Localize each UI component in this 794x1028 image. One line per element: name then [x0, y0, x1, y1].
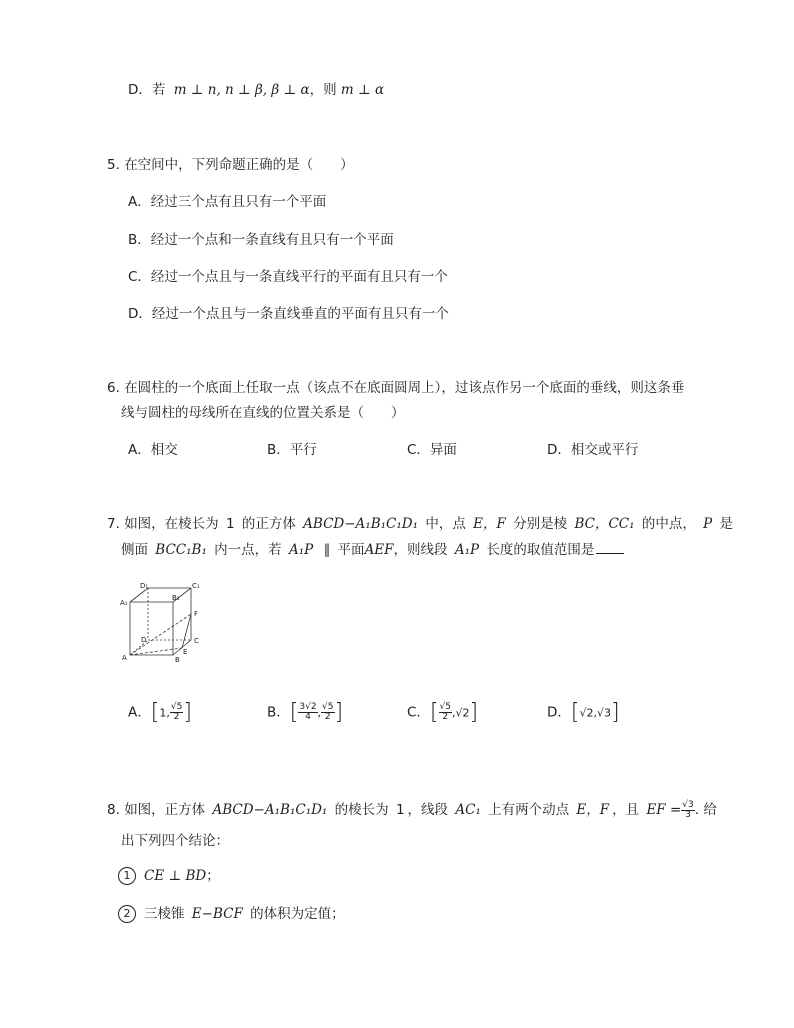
bracket: [ — [150, 700, 160, 725]
bracket: [ — [289, 700, 299, 725]
q7-text: 内一点，若 — [214, 542, 282, 558]
q4-option-d-sep: ，则 — [309, 82, 337, 98]
q8-stem-line1 — [107, 798, 717, 820]
q5-option-c: C．经过一个点且与一条直线平行的平面有且只有一个 — [128, 269, 448, 285]
q8-item-1 — [118, 864, 220, 885]
q8-points: E，F — [576, 802, 610, 818]
q5-stem-text: 在空间中，下列命题正确的是（ ） — [124, 157, 354, 173]
q5-stem — [107, 153, 354, 173]
range-high: √3 — [597, 706, 612, 720]
label-d1: D₁ — [140, 582, 149, 590]
q6-stem-line2: 线与圆柱的母线所在直线的位置关系是（ ） — [121, 405, 405, 421]
q4-option-d — [128, 78, 384, 98]
q8-item-math: E−BCF — [191, 906, 243, 922]
q8-edge-length: 1 — [395, 802, 405, 818]
q7-text: 长度的取值范围是 — [486, 542, 595, 558]
answer-blank — [596, 541, 624, 554]
q6-option-c: C．异面 — [407, 442, 457, 458]
q7-text: 的正方体 — [241, 516, 296, 532]
q7-option-a: A．[1, $\frac{√5}{2}$ ] — [128, 700, 192, 725]
q8-text: 如图，正方体 — [124, 802, 206, 818]
option-label: C． — [407, 704, 430, 721]
q7-text: 如图，在棱长为 — [124, 516, 219, 532]
range-low: √2 — [579, 706, 594, 720]
q6-stem-line1 — [107, 376, 684, 396]
q8-fraction: $\frac{√3}{3}$ — [682, 799, 694, 820]
q7-text: 分别是棱 — [513, 516, 568, 532]
q8-item-math: CE ⊥ BD — [144, 868, 207, 884]
circled-number: 2 — [118, 905, 136, 923]
option-label: A． — [128, 704, 151, 721]
segment-ef — [182, 614, 191, 648]
q7-cube-figure — [116, 580, 211, 672]
q8-item-tail: ； — [206, 868, 220, 884]
label-b1: B₁ — [172, 594, 180, 602]
q8-item-tail: 的体积为定值； — [250, 906, 345, 922]
label-a1: A₁ — [120, 599, 128, 607]
q7-cube-name: ABCD−A₁B₁C₁D₁ — [303, 516, 419, 532]
q7-points-ef: E，F — [473, 516, 506, 532]
q7-point-p: P — [703, 516, 713, 532]
label-b: B — [175, 656, 180, 664]
q7-a1p: A₁P — [288, 542, 314, 558]
q6-number: 6. — [107, 380, 120, 396]
q7-parallel-sign: ∥ — [323, 542, 331, 558]
q7-option-d: D．[√2,√3] — [547, 700, 620, 725]
q8-text: ，线段 — [407, 802, 449, 818]
q7-edges: BC，CC₁ — [574, 516, 635, 532]
label-d: D — [141, 636, 147, 644]
q4-option-d-expr: m ⊥ n, n ⊥ β, β ⊥ α — [173, 82, 310, 98]
q6-line1: 在圆柱的一个底面上任取一点（该点不在底面圆周上），过该点作另一个底面的垂线，则这条垂 — [124, 380, 685, 396]
segment-af — [130, 614, 191, 655]
label-a: A — [122, 654, 127, 662]
bracket: ] — [611, 700, 620, 725]
q7-option-b: B．[ $\frac{3√2}{4}$ , $\frac{√5}{2}$ ] — [267, 700, 344, 725]
q7-number: 7. — [107, 516, 120, 532]
range-low: $\frac{3√2}{4}$ — [299, 702, 317, 722]
bracket: [ — [570, 700, 580, 725]
q7-edge-length: 1 — [225, 516, 235, 532]
q4-option-d-label: D．若 — [128, 82, 166, 98]
bracket: ] — [183, 700, 192, 725]
q7-option-c: C．[ $\frac{√5}{2}$ ,√2] — [407, 700, 479, 725]
q7-a1p: A₁P — [454, 542, 480, 558]
q8-number: 8. — [107, 802, 120, 818]
edge — [130, 588, 148, 602]
q7-text: ，则线段 — [393, 542, 448, 558]
bracket: ] — [334, 700, 344, 725]
range-high: $\frac{√5}{2}$ — [322, 702, 334, 722]
q8-item-text: 三棱锥 — [144, 906, 185, 922]
q7-stem-line1 — [107, 512, 733, 532]
q7-text: 平面 — [337, 542, 365, 558]
label-f: F — [194, 610, 199, 618]
q7-stem-line2 — [121, 538, 624, 558]
option-label: D． — [547, 704, 571, 721]
range-high: √2 — [455, 706, 470, 720]
q6-option-d: D．相交或平行 — [547, 442, 639, 458]
q8-text: 的棱长为 — [334, 802, 389, 818]
q7-text: 侧面 — [121, 542, 148, 558]
q7-text: 中，点 — [425, 516, 466, 532]
q6-option-a: A．相交 — [128, 442, 178, 458]
option-label: B． — [267, 704, 290, 721]
label-e: E — [183, 648, 188, 656]
q8-text: ，且 — [612, 802, 640, 818]
q8-text: . 给 — [694, 802, 717, 818]
range-low: $\frac{√5}{2}$ — [439, 702, 451, 722]
q7-face: BCC₁B₁ — [155, 542, 207, 558]
range-high: $\frac{√5}{2}$ — [170, 702, 183, 722]
bracket: ] — [469, 700, 479, 725]
bracket: [ — [429, 700, 439, 725]
label-c: C — [194, 637, 199, 645]
range-low: 1 — [159, 706, 167, 720]
q8-cube-name: ABCD−A₁B₁C₁D₁ — [212, 802, 328, 818]
q8-text: 上有两个动点 — [488, 802, 570, 818]
q8-item-2 — [118, 902, 345, 923]
q6-option-b: B．平行 — [267, 442, 317, 458]
q7-plane: AEF — [364, 542, 394, 558]
q5-option-b: B．经过一个点和一条直线有且只有一个平面 — [128, 232, 394, 248]
q8-ef: EF — [646, 802, 666, 818]
q5-number: 5. — [107, 157, 120, 173]
label-c1: C₁ — [192, 582, 200, 590]
q8-stem-line2: 出下列四个结论： — [121, 833, 229, 849]
q8-equals: = — [669, 802, 682, 818]
q4-option-d-concl: m ⊥ α — [340, 82, 385, 98]
q7-text: 的中点， — [641, 516, 696, 532]
q5-option-d: D．经过一个点且与一条直线垂直的平面有且只有一个 — [128, 306, 449, 322]
circled-number: 1 — [118, 867, 136, 885]
q5-option-a: A．经过三个点有且只有一个平面 — [128, 194, 327, 210]
q8-segment: AC₁ — [455, 802, 481, 818]
q7-text: 是 — [719, 516, 734, 532]
